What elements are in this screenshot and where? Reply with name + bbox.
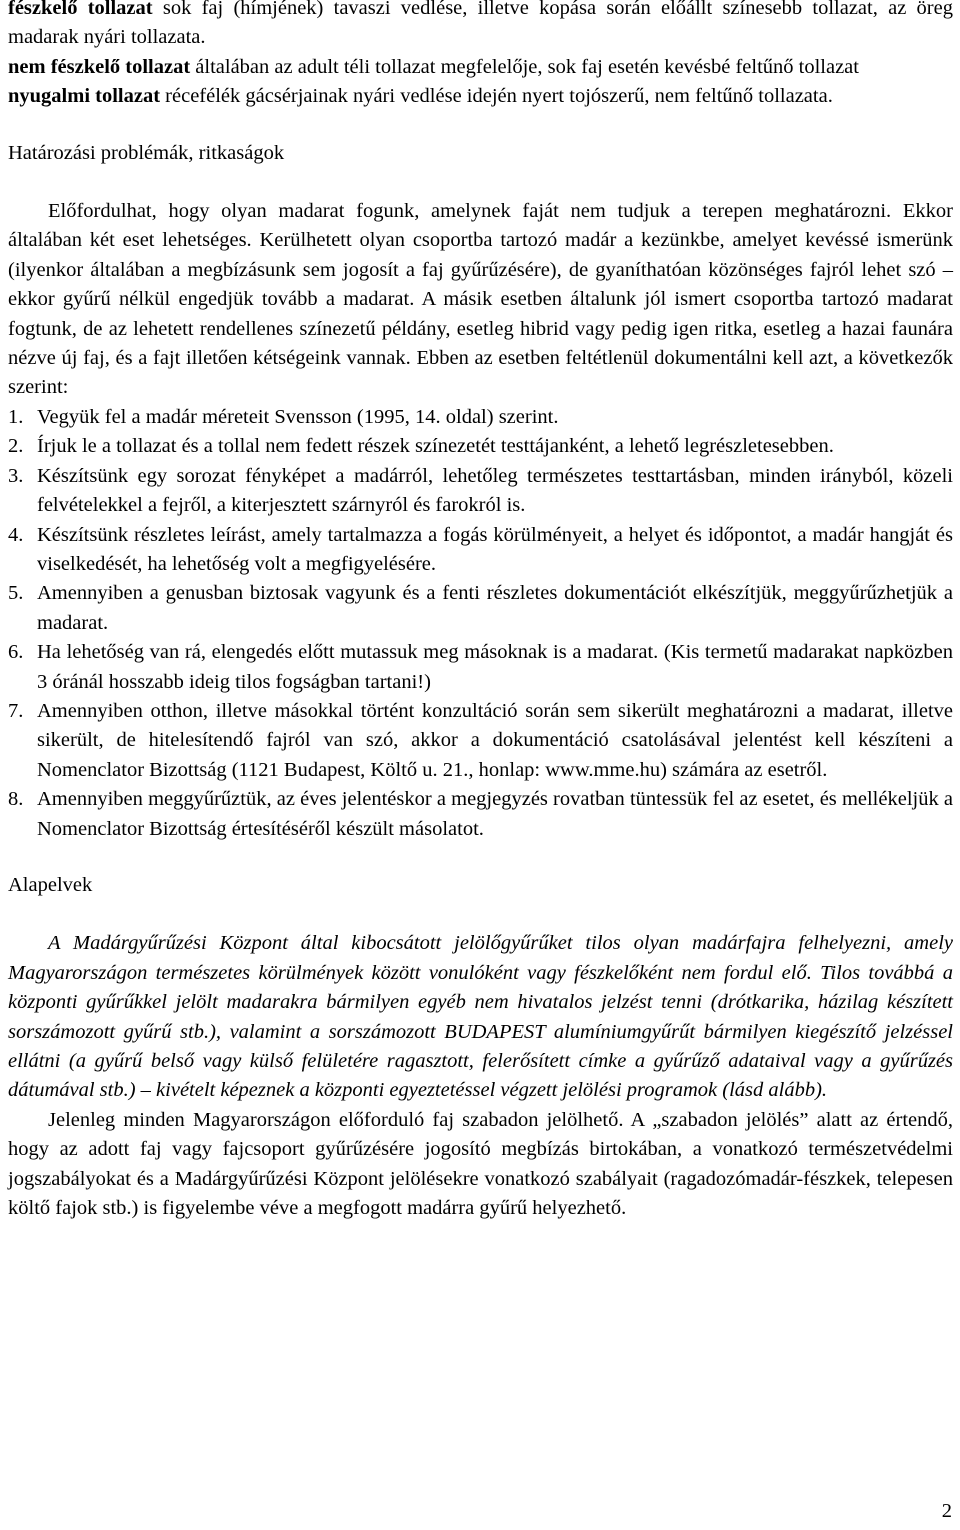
document-page bbox=[8, 0, 953, 1223]
list-number: 6. bbox=[8, 641, 24, 664]
list-item bbox=[8, 785, 953, 844]
list-item bbox=[8, 521, 953, 580]
list-text: Készítsünk részletes leírást, amely tartalmazza a fogás körülményeit, a helyet és időpontot, a madár hangját és viselkedését, ha lehetőség volt a megfigyelésére. bbox=[37, 523, 953, 575]
principles-italic-paragraph: A Madárgyűrűzési Központ által kibocsátott jelölőgyűrűket tilos olyan madárfajra felhelyezni, amely Magyarországon természetes körülmények között vonulóként vagy fészkelőként nem fordul elő. Tilos továbbá a központi gyűrűkkel jelölt madarakra bármilyen egyéb nem hivatalos jelzést tenni (drótkarika, házilag készített sorszámozott gyűrű stb.), valamint a sorszámozott BUDAPEST alumíniumgyűrűt bármilyen kiegészítő jelzéssel ellátni (a gyűrű belső vagy külső felületére ragasztott, felerősített címke a gyűrűző adataival vagy a gyűrűzés dátumával stb.) – kivételt képeznek a központi egyeztetéssel végzett jelölési programok (lásd alább). bbox=[8, 932, 953, 1102]
identification-paragraph: Előfordulhat, hogy olyan madarat fogunk, amelynek faját nem tudjuk a terepen meghatározni. Ekkor általában két eset lehetséges. Kerülhetett olyan csoportba tartozó madár a kezünkbe, amelyet kevéssé ismerünk (ilyenkor általában a megbízásunk sem jogosít a faj gyűrűzésére), de gyaníthatóan közönséges fajról lehet szó – ekkor gyűrű nélkül engedjük tovább a madarat. A másik esetben általunk jól ismert csoportba tartozó madarat fogtunk, de az lehetett rendellenes színezetű példány, esetleg hibrid vagy pedig igen ritka, esetleg a hazai faunára nézve új faj, és a fajt illetően kétségeink vannak. Ebben az esetben feltétlenül dokumentálni kell azt, a következők szerint: bbox=[8, 200, 953, 399]
definition-nesting-plumage bbox=[8, 0, 953, 53]
section-heading-principles: Alapelvek bbox=[8, 873, 93, 896]
list-item bbox=[8, 462, 953, 521]
list-text: Ha lehetőség van rá, elengedés előtt mutassuk meg másoknak is a madarat. (Kis termetű madarakat napközben 3 óránál hosszabb ideig tilos fogságban tartani!) bbox=[37, 641, 953, 693]
definition-non-nesting-plumage bbox=[8, 53, 953, 82]
section-heading-identification: Határozási problémák, ritkaságok bbox=[8, 141, 285, 164]
definition-text: sok faj (hímjének) tavaszi vedlése, illetve kopása során előállt színesebb tollazat, az öreg madarak nyári tollazata. bbox=[8, 0, 953, 49]
list-number: 2. bbox=[8, 435, 24, 458]
principles-paragraph: Jelenleg minden Magyarországon előforduló faj szabadon jelölhető. A „szabadon jelölés” alatt az értendő, hogy az adott faj vagy fajcsoport gyűrűzésére jogosító megbízás birtokában, a vonatkozó természetvédelmi jogszabályokat és a Madárgyűrűzési Központ jelölésekre vonatkozó szabályait (ragadozómadár-fészkek, telepesen költő fajok stb.) is figyelembe véve a megfogott madárra gyűrű helyezhető. bbox=[8, 1108, 953, 1220]
list-number: 5. bbox=[8, 582, 24, 605]
list-item bbox=[8, 432, 953, 461]
list-number: 1. bbox=[8, 405, 24, 428]
list-number: 7. bbox=[8, 699, 24, 722]
list-number: 8. bbox=[8, 788, 24, 811]
term: nem fészkelő tollazat bbox=[8, 55, 191, 78]
definition-text: általában az adult téli tollazat megfelelője, sok faj esetén kevésbé feltűnő tollazat bbox=[190, 55, 859, 78]
list-text: Vegyük fel a madár méreteit Svensson (1995, 14. oldal) szerint. bbox=[37, 405, 559, 428]
list-text: Amennyiben a genusban biztosak vagyunk és a fenti részletes dokumentációt elkészítjük, meggyűrűzhetjük a madarat. bbox=[37, 582, 953, 634]
definition-eclipse-plumage bbox=[8, 82, 953, 111]
list-item bbox=[8, 579, 953, 638]
list-text: Amennyiben meggyűrűztük, az éves jelentéskor a megjegyzés rovatban tüntessük fel az esetet, és mellékeljük a Nomenclator Bizottság értesítéséről készült másolatot. bbox=[37, 788, 953, 840]
page-number: 2 bbox=[941, 1500, 952, 1522]
term: fészkelő tollazat bbox=[8, 0, 153, 19]
list-item bbox=[8, 638, 953, 697]
list-text: Írjuk le a tollazat és a tollal nem fedett részek színezetét testtájanként, a lehető legrészletesebben. bbox=[37, 435, 834, 458]
definition-text: récefélék gácsérjainak nyári vedlése idején nyert tojószerű, nem feltűnő tollazata. bbox=[160, 85, 833, 108]
list-item bbox=[8, 403, 953, 432]
list-number: 3. bbox=[8, 464, 24, 487]
list-text: Amennyiben otthon, illetve másokkal történt konzultáció során sem sikerült meghatározni a madarat, illetve sikerült, de hitelesítendő fajról van szó, akkor a dokumentáció csatolásával jelentést kell készíteni a Nomenclator Bizottság (1121 Budapest, Költő u. 21., honlap: www.mme.hu) számára az esetről. bbox=[37, 699, 953, 781]
documentation-steps-list bbox=[8, 403, 953, 844]
list-text: Készítsünk egy sorozat fényképet a madárról, lehetőleg természetes testtartásban, minden irányból, közeli felvételekkel a fejről, a kiterjesztett szárnyról és farokról is. bbox=[37, 464, 953, 517]
list-item bbox=[8, 697, 953, 785]
list-number: 4. bbox=[8, 523, 24, 546]
term: nyugalmi tollazat bbox=[8, 85, 161, 108]
